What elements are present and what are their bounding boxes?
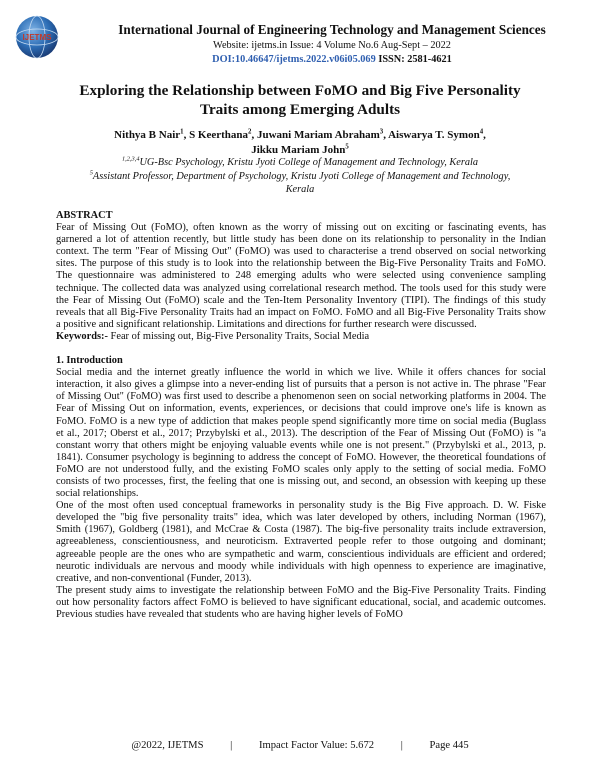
footer-separator: | bbox=[230, 740, 233, 751]
affiliation-2-cont: Kerala bbox=[285, 184, 315, 195]
website-line: Website: ijetms.in Issue: 4 Volume No.6 Aug-Sept – 2022 bbox=[213, 40, 451, 51]
svg-text:IJETMS: IJETMS bbox=[22, 33, 52, 42]
issn: ISSN: 2581-4621 bbox=[378, 54, 452, 65]
intro-paragraph-2: One of the most often used conceptual frameworks in personality study is the Big Five approach. D. W. Fiske developed the "big five personality traits" idea, which was later developed by others, including Norman (1967), Smith (1967), Goldberg (1981), and McCrae & Costa (1987). The big-five personality traits include extraversion, agreeableness, conscientiousness, and neuroticism. Extraverted people refer to those outgoing and dominant; agreeable people are the ones who are sympathetic and warm, conscientious individuals are efficient and ordered; neurotic individuals are nervous and moody while individuals with high openness to experience are imaginative, creative, and non-conventional (Funder, 2013). bbox=[56, 500, 546, 584]
journal-name: International Journal of Engineering Technology and Management Sciences bbox=[118, 22, 546, 37]
page-footer bbox=[0, 740, 600, 751]
doi-link[interactable]: DOI:10.46647/ijetms.2022.v06i05.069 bbox=[212, 54, 376, 65]
author: Nithya B Nair bbox=[114, 129, 181, 141]
introduction-heading: 1. Introduction bbox=[56, 355, 123, 367]
keywords: Keywords:- Fear of missing out, Big-Five Personality Traits, Social Media bbox=[56, 330, 370, 342]
footer-page-number: Page 445 bbox=[429, 740, 469, 751]
footer-impact-factor: Impact Factor Value: 5.672 bbox=[258, 740, 375, 751]
author: Aiswarya T. Symon bbox=[388, 129, 480, 141]
author: Jikku Mariam John bbox=[251, 144, 346, 156]
author-list: Nithya B Nair$^1$, S Keerthana$^2$, Juwani Mariam Abraham$^3$, Aiswarya T. Symon$^4$, Jikku Mariam John$^5$ bbox=[114, 128, 486, 156]
abstract-heading: ABSTRACT bbox=[56, 210, 113, 221]
footer-copyright: @2022, IJETMS bbox=[131, 740, 204, 751]
intro-paragraph-1: Social media and the internet greatly influence the world in which we live. While it offers chances for social interaction, it also gives a glimpse into a never-ending list of pursuits that a person is not active in. The phrase "Fear of Missing Out" (FoMO) was first used to describe a phenomenon seen on social networking platforms in 2004. The Fear of Missing Out on information, events, experiences, or decisions that could improve one's life is known as FoMO. FoMO is a new type of addiction that makes people spend significantly more time on social media (Buglass et al., 2017; Oberst et al., 2017; Przybylski et al., 2013). The description of the Fear of Missing Out (FoMO) is "a constant worry that others might be enjoying valuable events while one is not present." (Przybylski et al., 2013, p. 1841). Consumer psychology is beginning to address the concept of FoMO. However, the theoretical foundations of FoMO are not understood fully, and the existing FoMO scales only apply to the setting of social media. FoMO consists of two processes, first, the feeling that one is missing out, and second, an obsession with keeping up these social relationships. bbox=[56, 367, 546, 500]
paper-body bbox=[56, 210, 546, 621]
author: S Keerthana bbox=[189, 129, 249, 141]
paper-title: Exploring the Relationship between FoMO and Big Five Personality Traits among Emerging Adults bbox=[79, 82, 521, 118]
affiliation-2: $^5$Assistant Professor, Department of Psychology, Kristu Jyoti College of Management and Technology, bbox=[89, 169, 511, 182]
doi-issn-line bbox=[0, 54, 600, 65]
author: Juwani Mariam Abraham bbox=[256, 129, 380, 141]
affiliations bbox=[40, 156, 560, 197]
footer-separator: | bbox=[400, 740, 403, 751]
abstract-text: Fear of Missing Out (FoMO), often known as the worry of missing out on exciting or fascinating events, has garnered a lot of attention recently, but little study has been done on its relationship to personality in the Indian context. The term "Fear of Missing Out" (FoMO) was used to characterise a trend observed on social networking sites. The purpose of this study is to look into the relationship between the Big-Five Personality Traits and FoMO. The questionnaire was administered to 248 emerging adults who were selected using convenience sampling technique. The collected data was analyzed using correlational research method. The tools used for this study were the Fear of Missing Out (FoMO) scale and the Ten-Item Personality Inventory (TIPI). The findings of this study reveals that all Big-Five Personality Traits had an impact on FoMO. FoMO and all Big-Five Personality Traits show a positive and significant relationship. Limitations and directions for further research were discussed. bbox=[56, 222, 546, 330]
affiliation-1: $^{1,2,3,4}$UG-Bsc Psychology, Kristu Jyoti College of Management and Technology, Kerala bbox=[121, 155, 479, 168]
intro-paragraph-3: The present study aims to investigate the relationship between FoMO and the Big-Five Personality Traits. Finding out how personality factors affect FoMO is believed to have significant educational, social, and academic outcomes. Previous studies have revealed that students who are having higher levels of FoMO bbox=[56, 584, 546, 620]
